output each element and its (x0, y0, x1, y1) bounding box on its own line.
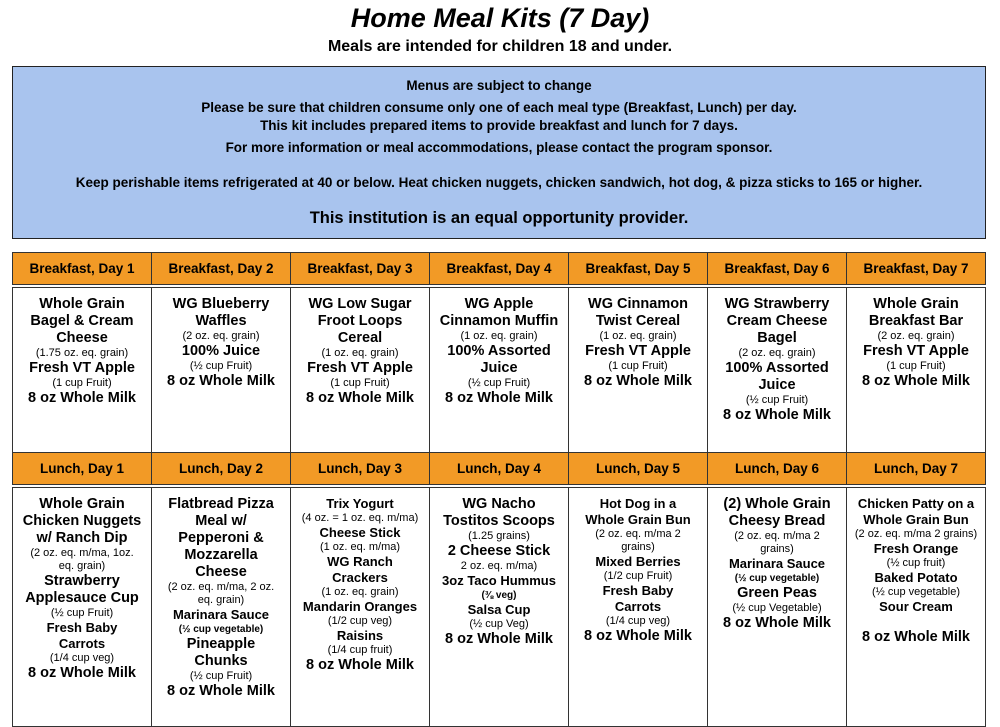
serving-note: eq. grain) (58, 560, 106, 572)
serving-note: (1/2 cup Fruit) (603, 570, 673, 582)
menu-item: Pepperoni & (178, 530, 264, 546)
menu-item: Whole Grain Bun (585, 512, 691, 527)
menu-item: 8 oz Whole Milk (306, 390, 414, 406)
lunch-day-header: Lunch, Day 4 (430, 453, 569, 485)
menu-item: 8 oz Whole Milk (167, 373, 275, 389)
serving-note: (½ cup Fruit) (50, 607, 114, 619)
menu-item: Hot Dog in a (599, 496, 677, 511)
breakfast-day-header: Breakfast, Day 4 (430, 253, 569, 285)
menu-item: 8 oz Whole Milk (862, 373, 970, 389)
menu-item: Sour Cream (879, 599, 953, 614)
serving-note: (2 oz. eq. m/ma 2 (595, 528, 681, 540)
lunch-day-header: Lunch, Day 1 (13, 453, 152, 485)
serving-note: eq. grain) (197, 594, 245, 606)
lunch-day-5-menu (569, 488, 708, 727)
menu-item: 100% Assorted (725, 360, 829, 376)
breakfast-day-header: Breakfast, Day 5 (569, 253, 708, 285)
serving-note: (4 oz. = 1 oz. eq. m/ma) (301, 512, 419, 524)
lunch-day-header: Lunch, Day 5 (569, 453, 708, 485)
breakfast-day-header: Breakfast, Day 6 (708, 253, 847, 285)
menu-item: Marinara Sauce (172, 607, 270, 622)
serving-note: (1 oz. eq. m/ma) (319, 541, 401, 553)
serving-note: grains) (760, 543, 794, 555)
breakfast-day-3-menu (291, 288, 430, 453)
serving-note: (1 oz. eq. grain) (321, 586, 399, 598)
serving-note: (½ cup Vegetable) (732, 602, 822, 614)
lunch-day-header: Lunch, Day 7 (847, 453, 986, 485)
menu-item: 8 oz Whole Milk (723, 407, 831, 423)
serving-note: (1 oz. eq. grain) (599, 330, 677, 342)
menu-item: Meal w/ (195, 513, 247, 529)
page-title: Home Meal Kits (7 Day) (350, 3, 650, 33)
breakfast-day-5-menu (569, 288, 708, 453)
lunch-day-7-menu (847, 488, 986, 727)
menu-item: Carrots (58, 636, 106, 651)
menu-item: Fresh VT Apple (863, 343, 969, 359)
menu-item: 8 oz Whole Milk (445, 631, 553, 647)
serving-note: (2 oz. eq. grain) (738, 347, 816, 359)
lunch-day-header: Lunch, Day 2 (152, 453, 291, 485)
menu-item: Green Peas (737, 585, 817, 601)
menu-item: Juice (480, 360, 518, 376)
menu-item: Whole Grain (39, 296, 125, 312)
menu-item: Fresh VT Apple (585, 343, 691, 359)
serving-note: (1.75 oz. eq. grain) (35, 347, 129, 359)
serving-note: (½ cup Fruit) (745, 394, 809, 406)
menu-item: 8 oz Whole Milk (584, 628, 692, 644)
lunch-day-header: Lunch, Day 3 (291, 453, 430, 485)
lunch-day-1-menu (13, 488, 152, 727)
menu-item: Waffles (195, 313, 247, 329)
serving-note: (1/4 cup veg) (605, 615, 671, 627)
notice-line: This kit includes prepared items to provide breakfast and lunch for 7 days. (260, 118, 738, 133)
menu-item: Marinara Sauce (728, 556, 826, 571)
menu-item: Cheesy Bread (728, 513, 826, 529)
serving-note: (1 oz. eq. grain) (321, 347, 399, 359)
breakfast-day-header: Breakfast, Day 7 (847, 253, 986, 285)
lunch-header-row (13, 453, 986, 485)
serving-note: (1 cup Fruit) (886, 360, 946, 372)
breakfast-day-7-menu (847, 288, 986, 453)
lunch-day-header: Lunch, Day 6 (708, 453, 847, 485)
menu-item: Bagel (757, 330, 797, 346)
menu-table (12, 252, 986, 727)
breakfast-header-row (13, 253, 986, 285)
menu-item: 3oz Taco Hummus (442, 573, 556, 588)
serving-note: (1 oz. eq. grain) (460, 330, 538, 342)
menu-item: Cheese (56, 330, 108, 346)
serving-note: (⅜ veg) (481, 590, 517, 601)
breakfast-menu-row (13, 288, 986, 453)
menu-item: Flatbread Pizza (168, 496, 274, 512)
menu-item: Twist Cereal (595, 313, 681, 329)
menu-item: (2) Whole Grain (723, 496, 831, 512)
menu-item: Cream Cheese (726, 313, 828, 329)
serving-note: (1.25 grains) (468, 530, 530, 542)
notice-line: Please be sure that children consume only one of each meal type (Breakfast, Lunch) per day. (201, 100, 797, 115)
serving-note: (1/4 cup fruit) (327, 644, 393, 656)
serving-note: (½ cup fruit) (886, 557, 946, 569)
lunch-menu-row (13, 488, 986, 727)
serving-note: (½ cup Veg) (469, 618, 529, 630)
serving-note: grains) (621, 541, 655, 553)
menu-item: Chicken Nuggets (22, 513, 142, 529)
menu-item: WG Strawberry (724, 296, 830, 312)
menu-item: WG Apple (464, 296, 534, 312)
menu-item: Cheese Stick (319, 525, 401, 540)
serving-note: (½ cup Fruit) (189, 670, 253, 682)
menu-item: Mixed Berries (595, 554, 681, 569)
serving-note: (½ cup vegetable) (871, 586, 961, 598)
menu-item: Chunks (194, 653, 248, 669)
menu-item: 8 oz Whole Milk (584, 373, 692, 389)
menu-item: Fresh Orange (873, 541, 959, 556)
equal-opportunity-statement: This institution is an equal opportunity provider. (309, 209, 689, 227)
lunch-day-3-menu (291, 488, 430, 727)
menu-item: Pineapple (186, 636, 256, 652)
notice-box (12, 66, 986, 239)
menu-item: Fresh Baby (602, 583, 674, 598)
lunch-day-2-menu (152, 488, 291, 727)
menu-item: Froot Loops (317, 313, 403, 329)
menu-item: Baked Potato (874, 570, 958, 585)
menu-item: WG Cinnamon (588, 296, 688, 312)
menu-item: WG Blueberry (172, 296, 270, 312)
lunch-day-4-menu (430, 488, 569, 727)
menu-item: Trix Yogurt (326, 496, 394, 511)
serving-note: (½ cup Fruit) (467, 377, 531, 389)
menu-item: Whole Grain Bun (863, 512, 969, 527)
menu-item: Fresh VT Apple (29, 360, 135, 376)
menu-item: Fresh VT Apple (307, 360, 413, 376)
notice-line: Keep perishable items refrigerated at 40 or below. Heat chicken nuggets, chicken sandwich, hot dog, & pizza sticks to 165 or higher. (75, 175, 923, 190)
serving-note: (1/2 cup veg) (327, 615, 393, 627)
breakfast-day-header: Breakfast, Day 2 (152, 253, 291, 285)
menu-item: WG Low Sugar (308, 296, 412, 312)
notice-line: Menus are subject to change (406, 78, 592, 93)
menu-item: Strawberry (44, 573, 120, 589)
menu-item: Cheese (195, 564, 247, 580)
menu-item: Raisins (336, 628, 384, 643)
serving-note: (1 cup Fruit) (330, 377, 390, 389)
menu-item: Juice (758, 377, 796, 393)
menu-item: Salsa Cup (467, 602, 531, 617)
menu-item: Cinnamon Muffin (439, 313, 559, 329)
menu-item: Crackers (332, 570, 388, 585)
serving-note: (2 oz. eq. m/ma, 1oz. (30, 547, 134, 559)
serving-note: 2 oz. eq. m/ma) (460, 560, 538, 572)
serving-note: (2 oz. eq. m/ma, 2 oz. (167, 581, 275, 593)
breakfast-day-header: Breakfast, Day 3 (291, 253, 430, 285)
menu-item: 8 oz Whole Milk (28, 390, 136, 406)
notice-line: For more information or meal accommodations, please contact the program sponsor. (225, 140, 773, 155)
menu-item: w/ Ranch Dip (36, 530, 128, 546)
serving-note: (1/4 cup veg) (49, 652, 115, 664)
menu-item: Breakfast Bar (868, 313, 964, 329)
menu-item: 8 oz Whole Milk (445, 390, 553, 406)
menu-item: 100% Assorted (447, 343, 551, 359)
menu-item: Whole Grain (873, 296, 959, 312)
menu-item: 8 oz Whole Milk (306, 657, 414, 673)
menu-item: 8 oz Whole Milk (167, 683, 275, 699)
breakfast-day-4-menu (430, 288, 569, 453)
menu-item: Fresh Baby (46, 620, 118, 635)
menu-item: 8 oz Whole Milk (28, 665, 136, 681)
menu-item: Cereal (337, 330, 383, 346)
menu-item: 8 oz Whole Milk (723, 615, 831, 631)
lunch-day-6-menu (708, 488, 847, 727)
serving-note: (1 cup Fruit) (52, 377, 112, 389)
breakfast-day-2-menu (152, 288, 291, 453)
breakfast-day-header: Breakfast, Day 1 (13, 253, 152, 285)
serving-note: (1 cup Fruit) (608, 360, 668, 372)
menu-item: Carrots (614, 599, 662, 614)
menu-item: Tostitos Scoops (443, 513, 555, 529)
serving-note: (½ cup Fruit) (189, 360, 253, 372)
breakfast-day-6-menu (708, 288, 847, 453)
menu-item: 2 Cheese Stick (447, 543, 551, 559)
menu-item: WG Nacho (462, 496, 536, 512)
menu-item: Bagel & Cream (30, 313, 134, 329)
serving-note: (2 oz. eq. grain) (182, 330, 260, 342)
menu-item: 8 oz Whole Milk (862, 629, 970, 645)
menu-item: WG Ranch (327, 554, 393, 569)
breakfast-day-1-menu (13, 288, 152, 453)
menu-item: 100% Juice (181, 343, 261, 359)
menu-item: Whole Grain (39, 496, 125, 512)
menu-item: Applesauce Cup (25, 590, 139, 606)
serving-note: (2 oz. eq. grain) (877, 330, 955, 342)
serving-note: (2 oz. eq. m/ma 2 grains) (854, 528, 978, 540)
page-subtitle: Meals are intended for children 18 and under. (327, 38, 673, 55)
serving-note: (2 oz. eq. m/ma 2 (734, 530, 820, 542)
menu-item: Mozzarella (184, 547, 258, 563)
serving-note: (½ cup vegetable) (734, 573, 820, 584)
menu-item: Chicken Patty on a (857, 496, 975, 511)
menu-item: Mandarin Oranges (302, 599, 418, 614)
serving-note: (½ cup vegetable) (178, 624, 264, 635)
